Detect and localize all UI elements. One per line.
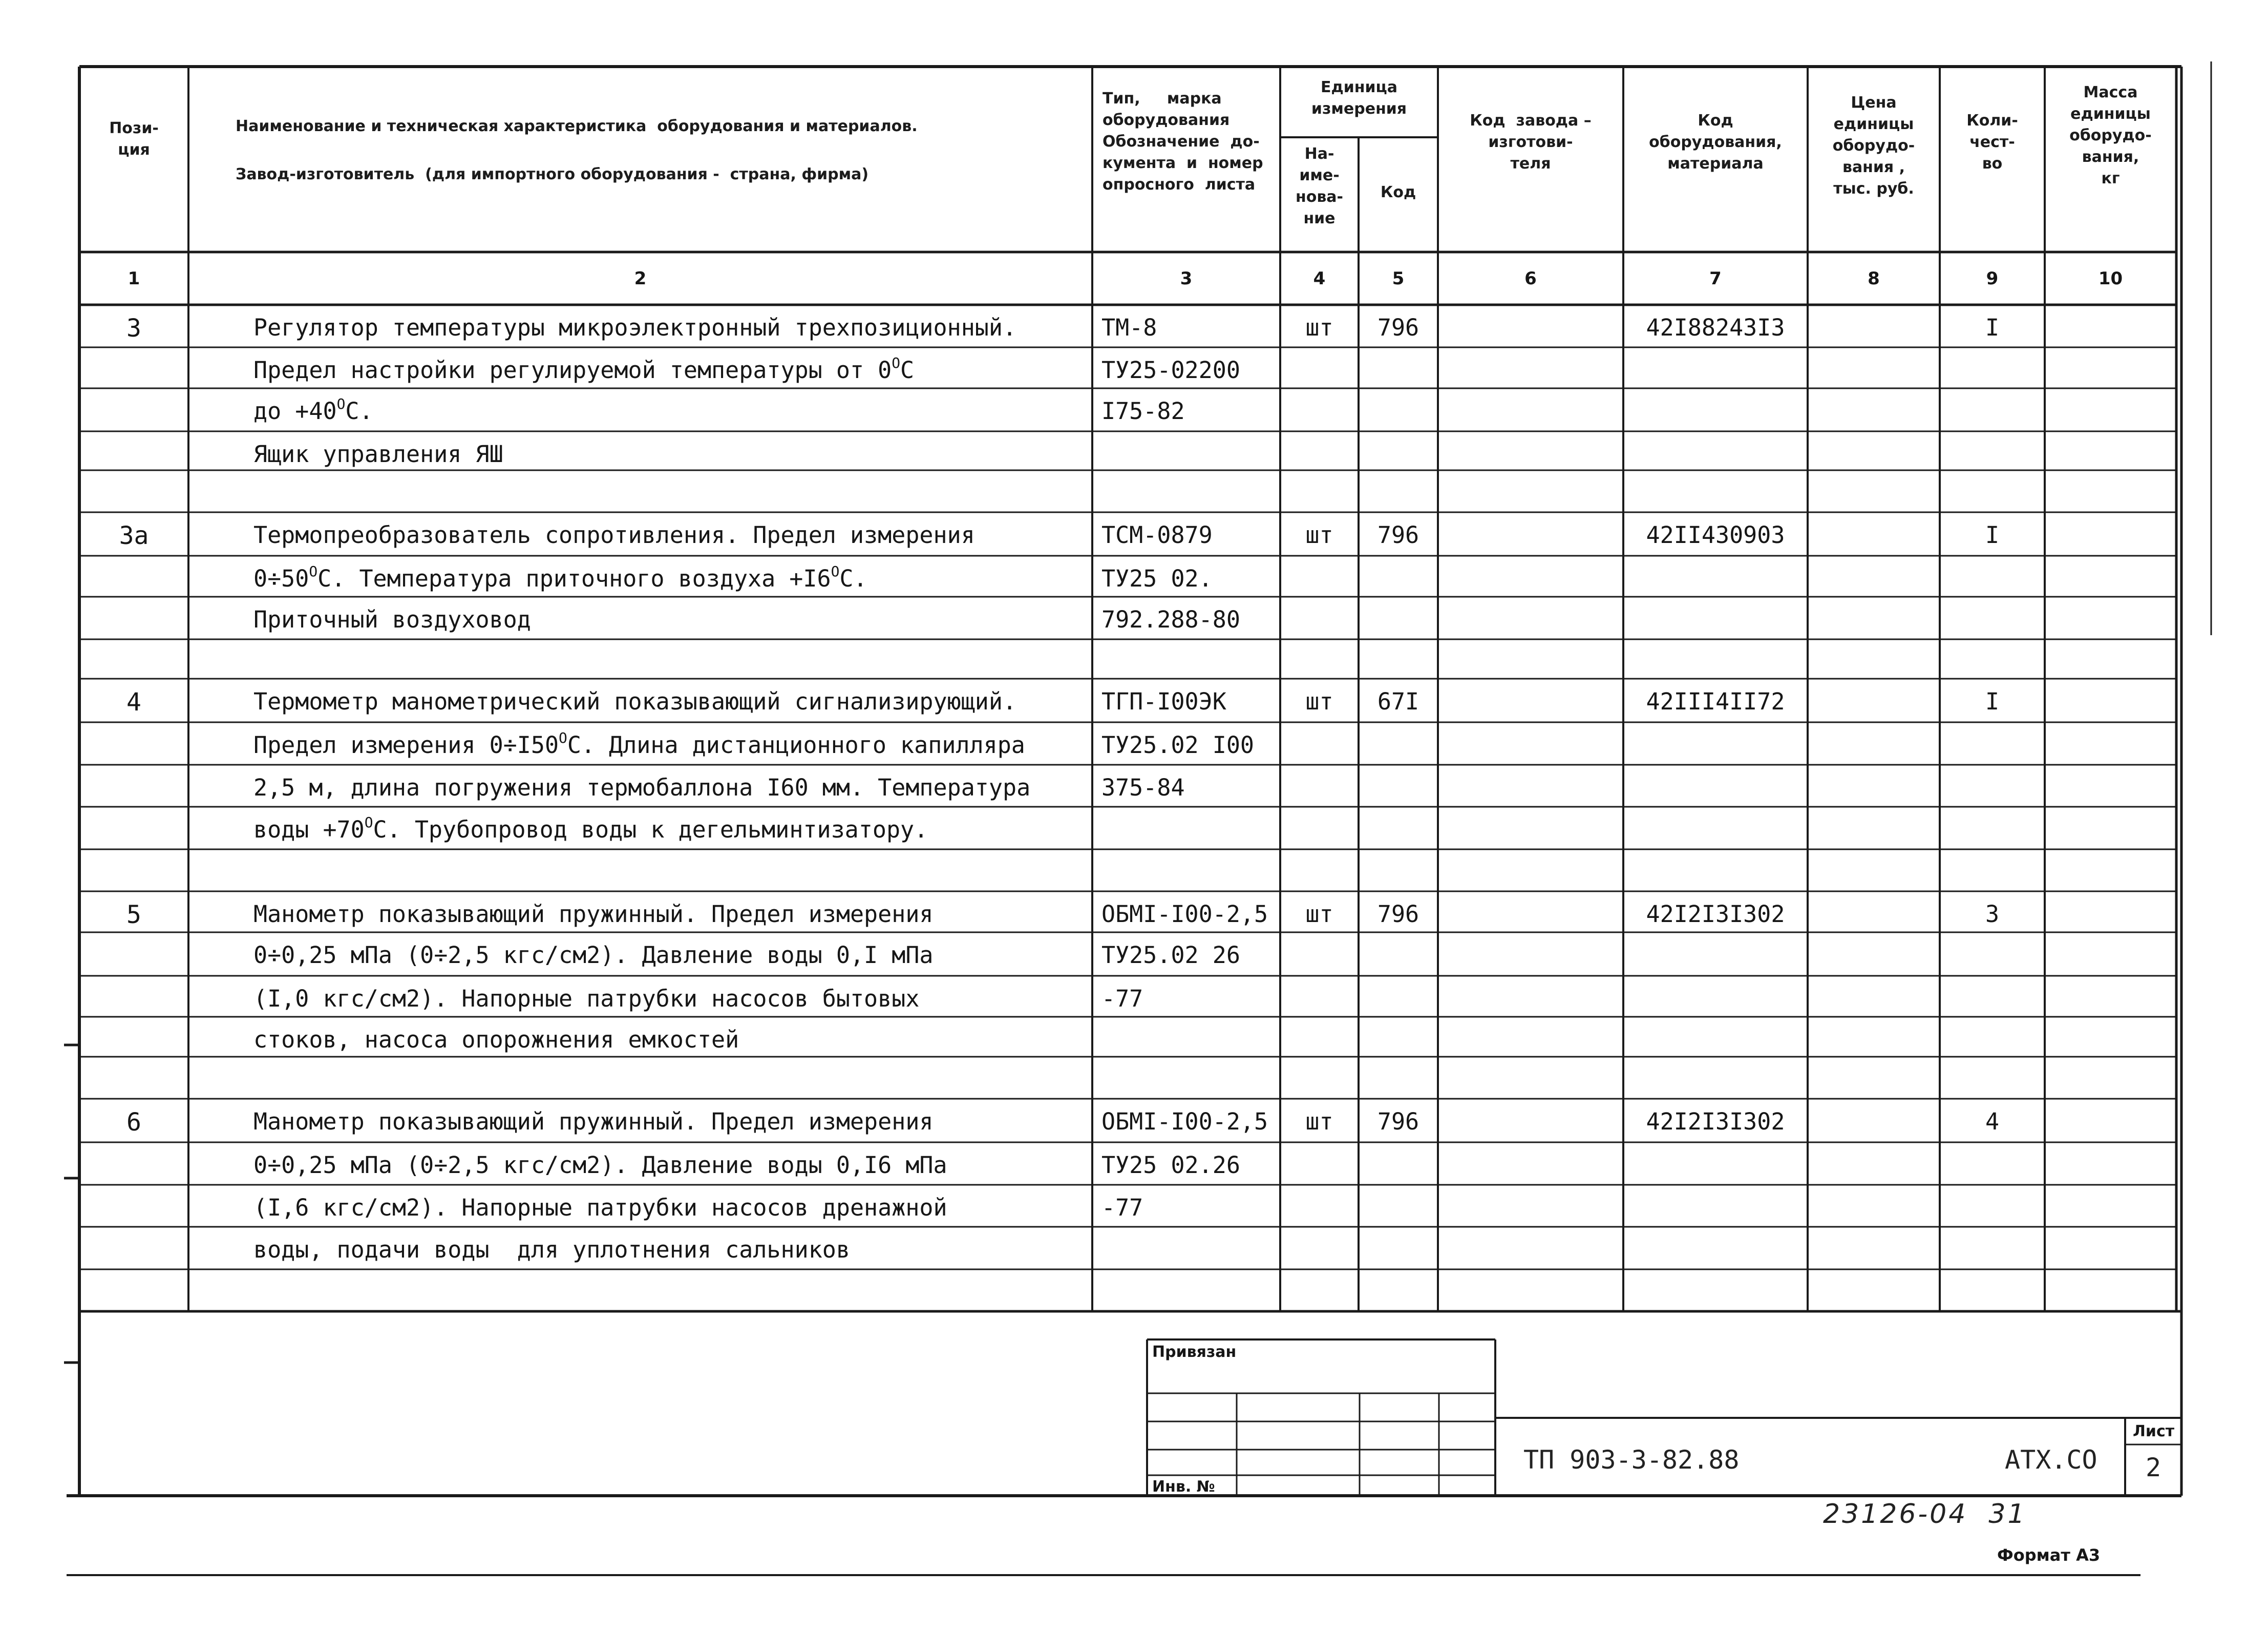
header-quantity: Коли- чест- во [1966,112,2018,173]
column-number-6: 6 [1524,268,1537,289]
header-mass: Масса единицы оборудо- вания, кг [2069,83,2152,187]
row-type: ТУ25.02 I00 [1101,731,1255,759]
stamp-privyazan-label: Привязан [1152,1343,1237,1361]
row-name: 0÷0,25 мПа (0÷2,5 кгс/см2). Давление воды 0,I6 мПа [253,1152,947,1179]
row-name: стоков, насоса опорожнения емкостей [253,1026,739,1053]
row-type: 375-84 [1101,774,1185,801]
degree-sign: O [309,562,318,580]
header-unit-name: На- име- нова- ние [1295,145,1344,227]
row-type: ОБМI-I00-2,5 [1101,1108,1268,1135]
row-quantity: I [1985,688,2000,715]
row-quantity: I [1985,314,2000,341]
document-code: ТП 903-3-82.88 [1523,1445,1740,1475]
row-type: ТСМ-0879 [1101,521,1213,549]
row-name: 0÷0,25 мПа (0÷2,5 кгс/см2). Давление воды 0,I мПа [253,941,934,969]
header-name-line1: Наименование и техническая характеристика оборудования и материалов. [236,117,918,135]
row-name: 2,5 м, длина погружения термобаллона I60 мм. Температура [253,774,1031,801]
row-name: Манометр показывающий пружинный. Предел измерения [253,1108,934,1135]
column-number-5: 5 [1392,268,1405,289]
row-type: ТУ25 02.26 [1101,1152,1240,1179]
degree-sign: O [364,813,373,831]
sheet-label: Лист [2133,1422,2175,1440]
header-unit-code: Код [1380,183,1416,201]
row-quantity: 4 [1985,1108,2000,1135]
row-position: 4 [126,688,141,717]
row-unit-code: 796 [1377,314,1419,341]
row-unit: шт [1305,688,1333,715]
row-name: Предел настройки регулируемой температуры от $0^OС$ [253,354,915,384]
header-name-line2: Завод-изготовитель (для импортного оборудования - страна, фирма) [236,165,869,183]
row-unit-code: 796 [1377,521,1419,549]
row-equipment-code: 42III4II72 [1646,688,1785,715]
row-type: -77 [1101,985,1143,1012]
row-quantity: I [1985,521,2000,549]
row-equipment-code: 42II430903 [1646,521,1785,549]
row-name: (I,6 кгс/см2). Напорные патрубки насосов дренажной [253,1194,947,1221]
row-position: 3а [119,521,149,550]
degree-sign: O [559,729,567,746]
row-name: Предел измерения $0\div I50^OС$. Длина дистанционного капилляра [253,729,1025,759]
row-type: ОБМI-I00-2,5 [1101,901,1268,928]
row-name: Термометр манометрический показывающий сигнализирующий. [253,688,1017,715]
row-unit: шт [1305,901,1333,928]
row-type: ТУ25-02200 [1101,357,1240,384]
row-unit-code: 796 [1377,901,1419,928]
stamp-inventory-label: Инв. № [1152,1478,1215,1496]
row-position: 6 [126,1108,141,1137]
row-type: ТМ-8 [1101,314,1157,341]
row-unit-code: 67I [1377,688,1419,715]
row-type: ТУ25.02 26 [1101,941,1240,969]
degree-sign: O [831,562,840,580]
header-position: Пози- ция [109,119,159,159]
row-name: Термопреобразователь сопротивления. Предел измерения [253,521,975,549]
row-equipment-code: 42I2I3I302 [1646,901,1785,928]
column-number-8: 8 [1868,268,1880,289]
column-number-4: 4 [1313,268,1326,289]
header-equipment-code: Код оборудования, материала [1649,112,1782,173]
column-number-7: 7 [1709,268,1722,289]
column-number-10: 10 [2098,268,2123,289]
column-number-9: 9 [1986,268,1999,289]
row-name: Регулятор температуры микроэлектронный трехпозиционный. [253,314,1017,341]
row-position: 3 [126,314,141,343]
row-equipment-code: 42I88243I3 [1646,314,1785,341]
header-factory-code: Код завода – изготови- теля [1470,112,1592,173]
row-unit-code: 796 [1377,1108,1419,1135]
row-name: $0\div 50^OС$. Температура приточного воздуха $+I6^OС$. [253,562,867,592]
row-name: (I,0 кгс/см2). Напорные патрубки насосов бытовых [253,985,920,1012]
row-equipment-code: 42I2I3I302 [1646,1108,1785,1135]
sheet-number: 2 [2145,1453,2161,1482]
row-type: 792.288-80 [1101,606,1240,633]
row-name: Приточный воздуховод [253,606,531,633]
row-type: I75-82 [1101,397,1185,425]
row-quantity: 3 [1985,901,2000,928]
row-type: ТУ25 02. [1101,565,1213,592]
row-unit: шт [1305,1108,1333,1135]
degree-sign: O [892,354,901,371]
format-label: Формат А3 [1997,1545,2101,1565]
row-name: воды $+70^OС$. Трубопровод воды к дегельминтизатору. [253,813,928,843]
row-unit: шт [1305,521,1333,549]
column-number-3: 3 [1180,268,1193,289]
degree-sign: O [336,395,346,412]
column-number-2: 2 [634,268,647,289]
row-name: Манометр показывающий пружинный. Предел измерения [253,901,934,928]
row-name: до $+40^OС$. [253,395,373,425]
handwritten-archive-number: 23126-04 31 [1823,1499,2027,1530]
document-suffix: АТХ.СО [2005,1445,2097,1475]
row-type: ТГП-I00ЭК [1101,688,1226,715]
row-unit: шт [1305,314,1333,341]
row-name: Ящик управления ЯШ [253,441,503,468]
row-position: 5 [126,901,141,929]
header-type: Тип, марка оборудования Обозначение до- кумента и номер опросного листа [1103,90,1263,194]
header-price: Цена единицы оборудо- вания , тыс. руб. [1832,94,1915,198]
column-number-1: 1 [128,268,140,289]
row-name: воды, подачи воды для уплотнения сальников [253,1236,850,1263]
row-type: -77 [1101,1194,1143,1221]
header-unit-group: Единица измерения [1311,78,1407,118]
